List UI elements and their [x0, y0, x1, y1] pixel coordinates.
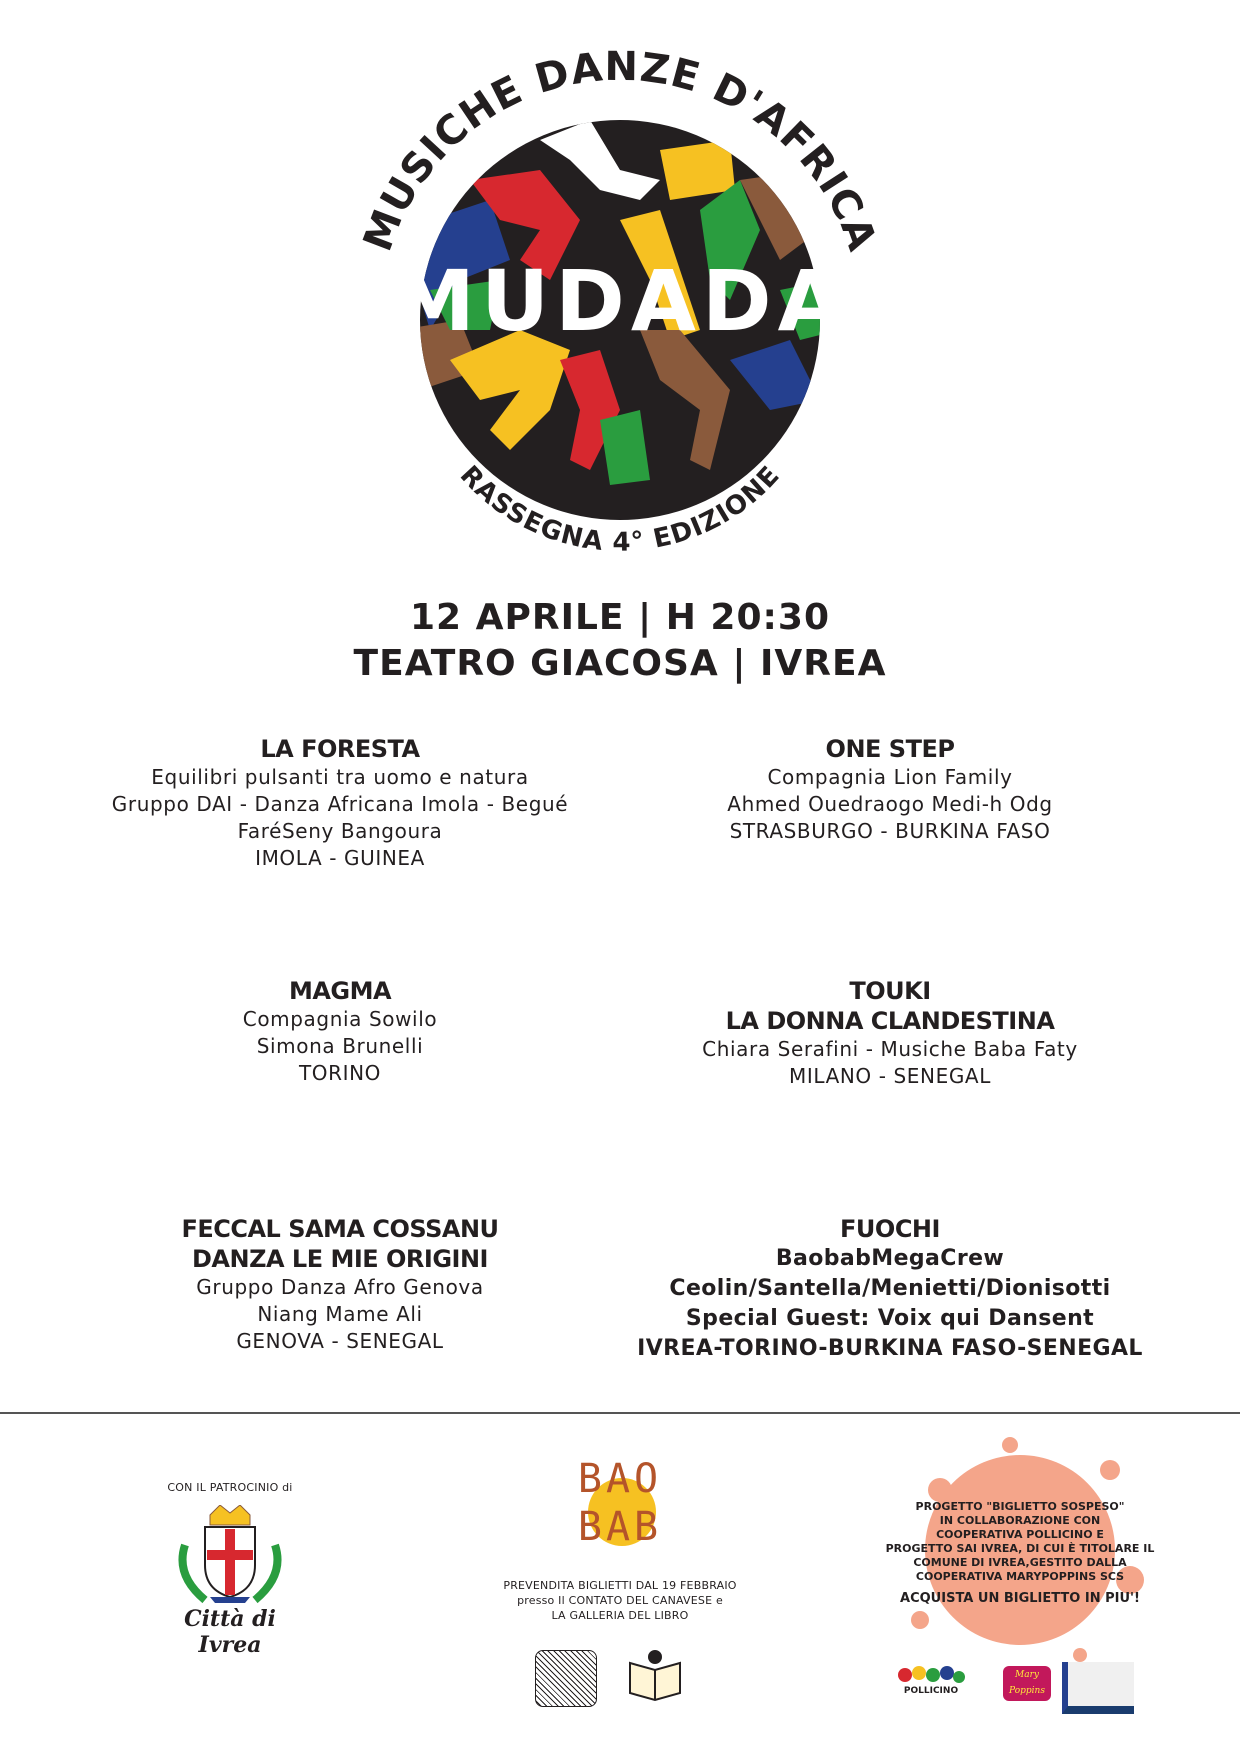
marypoppins-logo: Mary Poppins	[1003, 1666, 1051, 1701]
show-line: Gruppo Danza Afro Genova	[196, 1275, 484, 1299]
show-one-step	[630, 734, 1150, 845]
project-line: COMUNE DI IVREA,GESTITO DALLA	[913, 1556, 1127, 1569]
show-line: TORINO	[298, 1061, 382, 1085]
show-subtitle: DANZA LE MIE ORIGINI	[192, 1245, 488, 1273]
presale-info	[470, 1578, 770, 1623]
show-line: BaobabMegaCrew	[775, 1246, 1005, 1271]
show-line: STRASBURGO - BURKINA FASO	[729, 819, 1051, 843]
show-line: MILANO - SENEGAL	[789, 1064, 991, 1088]
show-title: FUOCHI	[840, 1215, 940, 1243]
project-line: IN COLLABORAZIONE CON	[939, 1514, 1101, 1527]
show-line: Simona Brunelli	[256, 1034, 424, 1058]
event-date-time: 12 APRILE | H 20:30	[410, 597, 830, 638]
show-line: IVREA-TORINO-BURKINA FASO-SENEGAL	[637, 1336, 1143, 1361]
show-feccal-sama-cossanu	[80, 1214, 600, 1355]
contato-canavese-logo-icon	[535, 1650, 597, 1707]
presale-line: presso Il CONTATO DEL CANAVESE e	[517, 1594, 723, 1607]
show-line: Equilibri pulsanti tra uomo e natura	[151, 765, 529, 789]
baobab-logo-bottom: BAB	[577, 1504, 663, 1550]
show-title: MAGMA	[288, 977, 392, 1005]
show-line: Compagnia Sowilo	[242, 1007, 438, 1031]
city-crest-icon	[175, 1505, 285, 1605]
project-line: PROGETTO "BIGLIETTO SOSPESO"	[915, 1500, 1125, 1513]
show-touki	[630, 976, 1150, 1090]
show-line: Ceolin/Santella/Menietti/Dionisotti	[669, 1276, 1111, 1301]
city-name: Città di Ivrea	[184, 1606, 276, 1658]
baobab-logo	[560, 1440, 680, 1560]
show-subtitle: LA DONNA CLANDESTINA	[725, 1007, 1055, 1035]
show-line: Niang Mame Ali	[257, 1302, 423, 1326]
galleria-libro-logo-icon	[625, 1648, 685, 1706]
show-line: FaréSeny Bangoura	[237, 819, 443, 843]
show-title: ONE STEP	[825, 735, 955, 763]
project-line: PROGETTO SAI IVREA, DI CUI È TITOLARE IL	[885, 1542, 1155, 1555]
sai-project-logo-icon	[1062, 1662, 1134, 1714]
show-line: Special Guest: Voix qui Dansent	[685, 1306, 1095, 1331]
show-line: Ahmed Ouedraogo Medi-h Odg	[727, 792, 1053, 816]
show-line: IMOLA - GUINEA	[255, 846, 425, 870]
patronage-label: CON IL PATROCINIO di	[167, 1481, 293, 1494]
presale-line: PREVENDITA BIGLIETTI DAL 19 FEBBRAIO	[503, 1579, 737, 1592]
show-title: LA FORESTA	[260, 735, 420, 763]
brand-wordmark: MUDADA	[391, 252, 849, 350]
patronage-block	[150, 1480, 310, 1495]
presale-line: LA GALLERIA DEL LIBRO	[551, 1609, 689, 1622]
show-magma	[80, 976, 600, 1087]
event-venue: TEATRO GIACOSA | IVREA	[353, 643, 887, 684]
mudada-logo-graphic	[340, 30, 900, 590]
show-la-foresta	[80, 734, 600, 872]
pollicino-logo	[895, 1665, 967, 1705]
show-title: TOUKI	[849, 977, 931, 1005]
show-line: Chiara Serafini - Musiche Baba Faty	[702, 1037, 1078, 1061]
show-line: Compagnia Lion Family	[767, 765, 1013, 789]
project-line: COOPERATIVA POLLICINO E	[936, 1528, 1104, 1541]
pollicino-label: POLLICINO	[903, 1686, 959, 1696]
show-line: GENOVA - SENEGAL	[236, 1329, 444, 1353]
arc-top-text: MUSICHE DANZE D'AFRICA	[354, 43, 886, 258]
show-title: FECCAL SAMA COSSANU	[181, 1215, 499, 1243]
footer-divider	[0, 1412, 1240, 1414]
show-line: Gruppo DAI - Danza Africana Imola - Begué	[111, 792, 569, 816]
show-fuochi	[630, 1214, 1150, 1364]
buy-ticket-cta: ACQUISTA UN BIGLIETTO IN PIU'!	[900, 1591, 1140, 1606]
ticket-project-info	[870, 1500, 1170, 1606]
mudada-logo	[340, 30, 900, 590]
baobab-logo-top: BAO	[577, 1456, 663, 1502]
project-line: COOPERATIVA MARYPOPPINS SCS	[915, 1570, 1125, 1583]
arc-bottom-text: RASSEGNA 4° EDIZIONE	[453, 460, 787, 558]
